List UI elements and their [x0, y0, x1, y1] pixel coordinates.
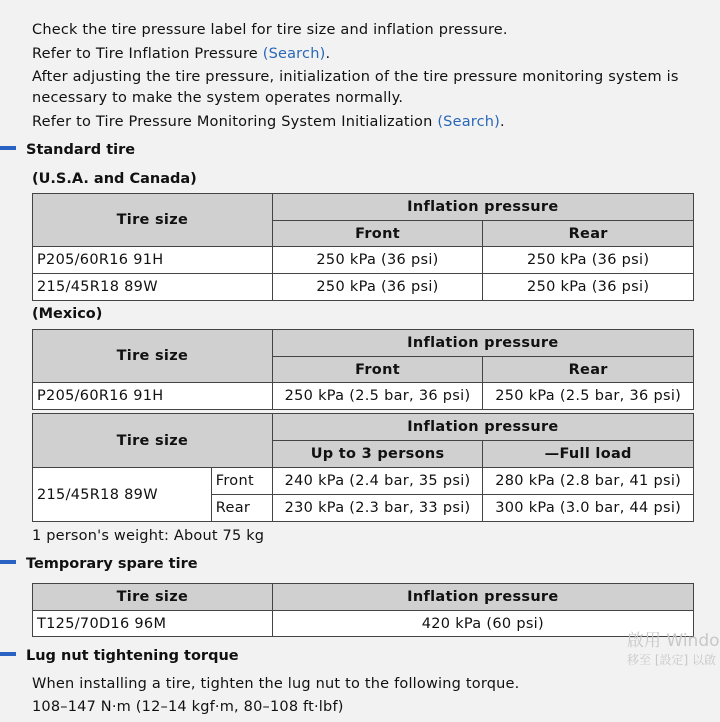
col-header-front: Front — [272, 357, 483, 383]
front-full-pressure-cell: 280 kPa (2.8 bar, 41 psi) — [483, 468, 694, 495]
rear-full-pressure-cell: 300 kPa (3.0 bar, 44 psi) — [483, 495, 694, 522]
front-pressure-cell: 250 kPa (36 psi) — [272, 274, 483, 301]
usa-canada-table — [32, 193, 694, 301]
mexico-label: (Mexico) — [32, 306, 103, 322]
intro-line-1: Check the tire pressure label for tire size and inflation pressure. — [32, 22, 508, 38]
col-header-tire-size: Tire size — [33, 330, 273, 383]
tire-size-cell: P205/60R16 91H — [33, 383, 273, 410]
intro-line-2-text: Refer to Tire Inflation Pressure — [32, 46, 263, 62]
table-row — [33, 611, 694, 637]
tire-inflation-search-link[interactable]: (Search) — [262, 46, 326, 62]
col-header-rear: Rear — [483, 221, 694, 247]
tire-size-cell: P205/60R16 91H — [33, 247, 273, 274]
col-header-up-to-3-persons: Up to 3 persons — [272, 441, 483, 468]
col-header-tire-size: Tire size — [33, 414, 273, 468]
mexico-table-2 — [32, 413, 694, 522]
intro-line-4-end: . — [500, 114, 505, 130]
table-row — [33, 468, 694, 495]
front-pressure-cell: 250 kPa (36 psi) — [272, 247, 483, 274]
section-temporary-spare-tire — [0, 556, 198, 572]
tire-size-cell: T125/70D16 96M — [33, 611, 273, 637]
front-up3-pressure-cell: 240 kPa (2.4 bar, 35 psi) — [272, 468, 483, 495]
section-standard-tire — [0, 142, 135, 158]
col-header-inflation: Inflation pressure — [272, 584, 693, 611]
tpms-initialization-search-link[interactable]: (Search) — [437, 114, 501, 130]
lug-nut-torque-value: 108–147 N·m (12–14 kgf·m, 80–108 ft·lbf) — [32, 699, 344, 715]
intro-line-2 — [32, 46, 330, 62]
col-header-inflation: Inflation pressure — [272, 194, 693, 221]
col-header-inflation: Inflation pressure — [272, 414, 693, 441]
weight-note: 1 person's weight: About 75 kg — [32, 528, 265, 544]
col-header-inflation: Inflation pressure — [272, 330, 693, 357]
activation-watermark-line-1: 啟用 Windo — [627, 631, 720, 651]
rear-pressure-cell: 250 kPa (36 psi) — [483, 274, 694, 301]
table-row — [33, 383, 694, 410]
section-bar-icon — [0, 560, 16, 564]
section-bar-icon — [0, 652, 16, 656]
activation-watermark-line-2: 移至 [設定] 以啟 — [627, 653, 716, 667]
axle-label-rear: Rear — [211, 495, 272, 522]
table-row — [33, 247, 694, 274]
axle-label-front: Front — [211, 468, 272, 495]
intro-line-3a: After adjusting the tire pressure, initialization of the tire pressure monitoring system is — [32, 69, 679, 85]
tire-size-cell: 215/45R18 89W — [33, 274, 273, 301]
intro-line-4-text: Refer to Tire Pressure Monitoring System Initialization — [32, 114, 438, 130]
section-lug-nut-torque — [0, 648, 239, 664]
rear-up3-pressure-cell: 230 kPa (2.3 bar, 33 psi) — [272, 495, 483, 522]
section-bar-icon — [0, 146, 16, 150]
col-header-rear: Rear — [483, 357, 694, 383]
usa-canada-label: (U.S.A. and Canada) — [32, 171, 197, 187]
col-header-tire-size: Tire size — [33, 584, 273, 611]
spare-tire-table — [32, 583, 694, 637]
rear-pressure-cell: 250 kPa (36 psi) — [483, 247, 694, 274]
section-heading: Temporary spare tire — [26, 556, 198, 572]
col-header-tire-size: Tire size — [33, 194, 273, 247]
mexico-table-1 — [32, 329, 694, 410]
front-pressure-cell: 250 kPa (2.5 bar, 36 psi) — [272, 383, 483, 410]
lug-nut-instruction: When installing a tire, tighten the lug nut to the following torque. — [32, 676, 520, 692]
intro-line-2-end: . — [325, 46, 331, 62]
section-heading: Standard tire — [26, 142, 136, 158]
section-heading: Lug nut tightening torque — [26, 648, 239, 664]
tire-size-cell: 215/45R18 89W — [33, 468, 212, 522]
rear-pressure-cell: 250 kPa (2.5 bar, 36 psi) — [483, 383, 694, 410]
intro-line-3b: necessary to make the system operates normally. — [32, 90, 404, 106]
pressure-cell: 420 kPa (60 psi) — [272, 611, 693, 637]
col-header-front: Front — [272, 221, 483, 247]
col-header-full-load: —Full load — [483, 441, 694, 468]
intro-line-4 — [32, 114, 505, 130]
table-row — [33, 274, 694, 301]
